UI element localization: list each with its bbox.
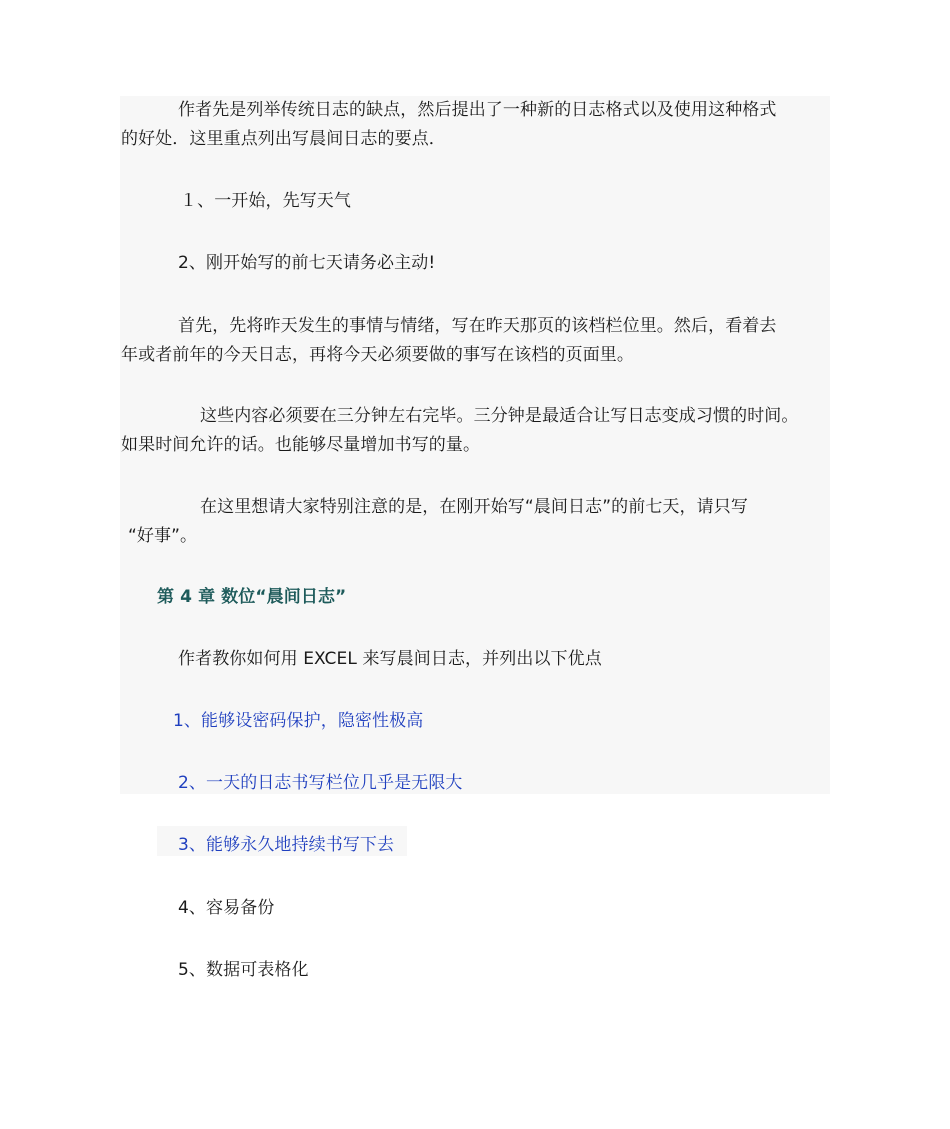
point-2: 2、刚开始写的前七天请务必主动! bbox=[178, 253, 436, 273]
chapter-heading: 第 4 章 数位“晨间日志” bbox=[157, 587, 347, 607]
intro-line-1: 作者先是列举传统日志的缺点，然后提出了一种新的日志格式以及使用这种格式 bbox=[178, 100, 777, 120]
first-para-line-1: 首先，先将昨天发生的事情与情绪，写在昨天那页的该档栏位里。然后，看着去 bbox=[178, 316, 777, 336]
time-para-line-1: 这些内容必须要在三分钟左右完毕。三分钟是最适合让写日志变成习惯的时间。 bbox=[200, 406, 799, 426]
note-para-line-1: 在这里想请大家特别注意的是，在刚开始写“晨间日志”的前七天，请只写 bbox=[200, 497, 748, 517]
first-para-line-2: 年或者前年的今天日志，再将今天必须要做的事写在该档的页面里。 bbox=[121, 345, 634, 365]
advantage-4: 4、容易备份 bbox=[178, 898, 275, 918]
advantage-1: 1、能够设密码保护，隐密性极高 bbox=[173, 711, 424, 731]
advantage-2: 2、一天的日志书写栏位几乎是无限大 bbox=[178, 773, 463, 793]
advantage-3: 3、能够永久地持续书写下去 bbox=[178, 835, 395, 855]
chapter-intro: 作者教你如何用 EXCEL 来写晨间日志，并列出以下优点 bbox=[178, 649, 602, 669]
note-para-line-2: “好事”。 bbox=[128, 526, 198, 546]
point-1: １、一开始，先写天气 bbox=[180, 191, 351, 211]
intro-line-2: 的好处．这里重点列出写晨间日志的要点． bbox=[121, 129, 446, 149]
time-para-line-2: 如果时间允许的话。也能够尽量增加书写的量。 bbox=[121, 435, 481, 455]
advantage-5: 5、数据可表格化 bbox=[178, 960, 309, 980]
